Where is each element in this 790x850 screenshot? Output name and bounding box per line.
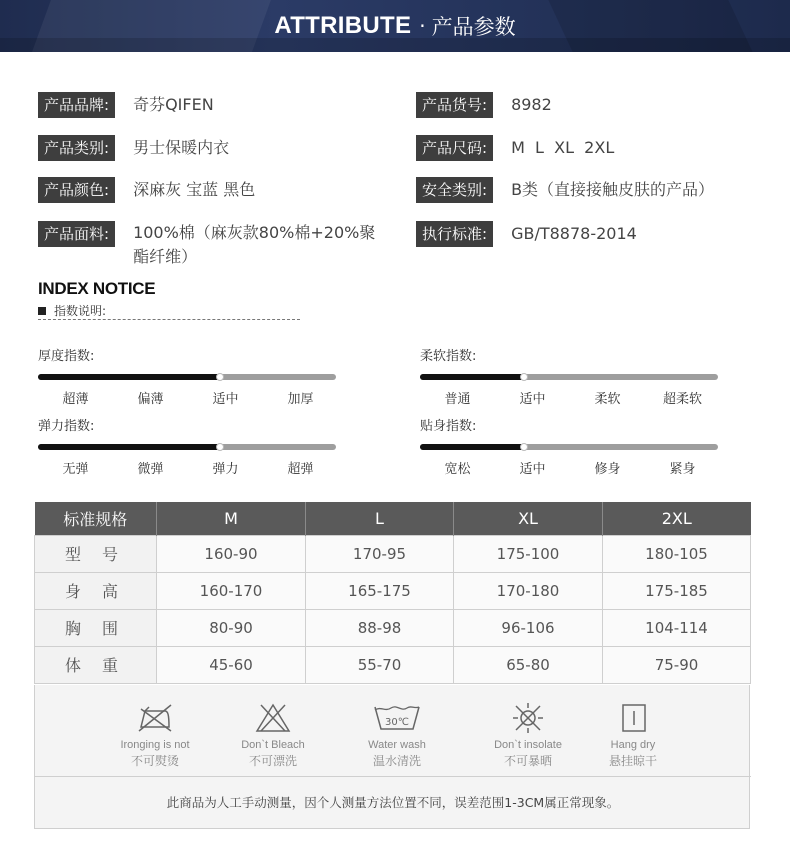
water-wash-30c-icon bbox=[371, 701, 423, 735]
care-item-en: Ironging is not bbox=[120, 739, 190, 751]
scale-bar-fill bbox=[38, 444, 220, 450]
index-notice-subtitle-text: 指数说明: bbox=[54, 304, 107, 318]
attribute-category bbox=[38, 135, 229, 161]
scale-title: 弹力指数: bbox=[38, 419, 95, 434]
scale-title: 厚度指数: bbox=[38, 349, 95, 364]
care-item-en: Hang dry bbox=[610, 739, 656, 751]
row-header: 身 高 bbox=[35, 572, 157, 609]
index-notice-title: INDEX NOTICE bbox=[38, 279, 156, 298]
size-table-header-cell: XL bbox=[454, 502, 603, 535]
banner-title bbox=[0, 0, 790, 52]
attribute-value: 奇芬QIFEN bbox=[133, 95, 214, 114]
no-sun-dry-icon bbox=[508, 701, 548, 735]
scale-fit bbox=[420, 415, 720, 477]
scale-option: 无弹 bbox=[62, 462, 89, 477]
care-item-en: Don`t Bleach bbox=[241, 739, 305, 751]
size-table-header bbox=[35, 502, 751, 535]
banner-title-separator: · bbox=[419, 14, 426, 38]
table-cell: 104-114 bbox=[603, 609, 751, 646]
scale-option: 适中 bbox=[519, 392, 546, 407]
care-item-zh: 悬挂晾干 bbox=[608, 754, 657, 768]
table-cell: 65-80 bbox=[454, 646, 603, 683]
attribute-fabric bbox=[38, 221, 385, 269]
scale-option: 偏薄 bbox=[137, 392, 164, 407]
attribute-label: 产品货号: bbox=[416, 92, 493, 118]
attribute-value: 100%棉（麻灰款80%棉+20%聚酯纤维） bbox=[133, 223, 376, 266]
scale-option: 加厚 bbox=[287, 392, 314, 407]
attribute-label: 产品品牌: bbox=[38, 92, 115, 118]
scale-bar-fill bbox=[38, 374, 220, 380]
table-row bbox=[35, 572, 751, 609]
table-cell: 160-170 bbox=[157, 572, 306, 609]
scale-option: 紧身 bbox=[669, 462, 696, 477]
scale-option: 超柔软 bbox=[662, 392, 702, 407]
table-cell: 175-185 bbox=[603, 572, 751, 609]
row-header: 型 号 bbox=[35, 535, 157, 572]
attribute-value: 8982 bbox=[511, 95, 552, 114]
scale-bar bbox=[38, 374, 336, 380]
care-icons-row bbox=[35, 685, 751, 777]
attribute-value: M L XL 2XL bbox=[511, 138, 615, 157]
attribute-value: 男士保暖内衣 bbox=[133, 138, 230, 157]
table-cell: 75-90 bbox=[603, 646, 751, 683]
scale-title: 贴身指数: bbox=[420, 419, 477, 434]
scale-title: 柔软指数: bbox=[420, 349, 477, 364]
scale-bar bbox=[420, 444, 718, 450]
table-cell: 170-95 bbox=[306, 535, 454, 572]
attribute-value: B类（直接接触皮肤的产品） bbox=[511, 180, 715, 199]
attribute-colors bbox=[38, 177, 255, 203]
care-item-hang-dry bbox=[578, 701, 688, 769]
care-item-no-bleach bbox=[218, 701, 328, 769]
attribute-item-number bbox=[416, 92, 552, 118]
scale-option: 适中 bbox=[519, 462, 546, 477]
care-item-zh: 不可暴晒 bbox=[503, 754, 552, 768]
row-header: 体 重 bbox=[35, 646, 157, 683]
water-wash-temp-label: 30℃ bbox=[385, 717, 409, 728]
care-instructions bbox=[34, 685, 750, 829]
attribute-label: 产品面料: bbox=[38, 221, 115, 247]
scale-bar bbox=[420, 374, 718, 380]
banner-title-zh: 产品参数 bbox=[431, 15, 516, 39]
care-item-no-sun bbox=[473, 701, 583, 769]
scale-option: 弹力 bbox=[212, 462, 239, 477]
scale-option: 宽松 bbox=[444, 462, 471, 477]
care-item-no-ironing bbox=[100, 701, 210, 769]
dashed-divider bbox=[38, 319, 300, 320]
table-cell: 55-70 bbox=[306, 646, 454, 683]
table-cell: 160-90 bbox=[157, 535, 306, 572]
scale-options bbox=[38, 458, 338, 477]
scale-option: 微弹 bbox=[137, 462, 164, 477]
scale-option: 超薄 bbox=[62, 392, 89, 407]
table-cell: 80-90 bbox=[157, 609, 306, 646]
care-item-en: Water wash bbox=[368, 739, 426, 751]
scale-options bbox=[420, 388, 720, 407]
scale-option: 修身 bbox=[594, 462, 621, 477]
row-header: 胸 围 bbox=[35, 609, 157, 646]
size-table bbox=[34, 502, 751, 684]
scale-marker bbox=[520, 443, 528, 451]
scale-option: 超弹 bbox=[287, 462, 314, 477]
scale-option: 柔软 bbox=[594, 392, 621, 407]
scale-bar-fill bbox=[420, 374, 524, 380]
table-cell: 170-180 bbox=[454, 572, 603, 609]
care-item-en: Don`t insolate bbox=[494, 739, 562, 751]
index-notice-subtitle bbox=[38, 302, 106, 319]
table-cell: 88-98 bbox=[306, 609, 454, 646]
attribute-sizes bbox=[416, 135, 614, 161]
attribute-label: 安全类别: bbox=[416, 177, 493, 203]
size-table-header-cell: 2XL bbox=[603, 502, 751, 535]
care-item-zh: 不可漂洗 bbox=[248, 754, 297, 768]
attribute-banner bbox=[0, 0, 790, 52]
table-cell: 175-100 bbox=[454, 535, 603, 572]
no-ironing-icon bbox=[135, 701, 175, 735]
scale-marker bbox=[216, 443, 224, 451]
scale-options bbox=[420, 458, 720, 477]
attribute-safety-class bbox=[416, 177, 714, 203]
table-row bbox=[35, 646, 751, 683]
attribute-label: 产品尺码: bbox=[416, 135, 493, 161]
attribute-standard bbox=[416, 221, 637, 247]
attribute-brand bbox=[38, 92, 214, 118]
care-item-water-wash bbox=[342, 701, 452, 769]
table-cell: 45-60 bbox=[157, 646, 306, 683]
attribute-value: 深麻灰 宝蓝 黑色 bbox=[133, 180, 256, 199]
table-cell: 165-175 bbox=[306, 572, 454, 609]
scale-marker bbox=[216, 373, 224, 381]
scale-softness bbox=[420, 345, 720, 407]
table-cell: 96-106 bbox=[454, 609, 603, 646]
attribute-value: GB/T8878-2014 bbox=[511, 224, 637, 243]
care-item-zh: 不可熨烫 bbox=[130, 754, 179, 768]
scale-thickness bbox=[38, 345, 338, 407]
square-bullet-icon bbox=[38, 307, 46, 315]
attribute-label: 产品类别: bbox=[38, 135, 115, 161]
attribute-label: 产品颜色: bbox=[38, 177, 115, 203]
scale-bar-fill bbox=[420, 444, 524, 450]
measurement-note: 此商品为人工手动测量，因个人测量方法位置不同，误差范围1-3CM属正常现象。 bbox=[166, 795, 620, 810]
table-row bbox=[35, 535, 751, 572]
scale-bar bbox=[38, 444, 336, 450]
scale-elasticity bbox=[38, 415, 338, 477]
scale-option: 普通 bbox=[444, 392, 471, 407]
banner-title-en: ATTRIBUTE bbox=[274, 12, 412, 39]
size-table-header-cell: M bbox=[157, 502, 306, 535]
size-table-header-cell: L bbox=[306, 502, 454, 535]
table-row bbox=[35, 609, 751, 646]
no-bleach-icon bbox=[253, 701, 293, 735]
attribute-label: 执行标准: bbox=[416, 221, 493, 247]
size-table-header-cell: 标准规格 bbox=[35, 502, 157, 535]
care-item-zh: 温水清洗 bbox=[372, 754, 421, 768]
scale-option: 适中 bbox=[212, 392, 239, 407]
scale-options bbox=[38, 388, 338, 407]
table-cell: 180-105 bbox=[603, 535, 751, 572]
scale-marker bbox=[520, 373, 528, 381]
hang-dry-icon bbox=[613, 701, 653, 735]
